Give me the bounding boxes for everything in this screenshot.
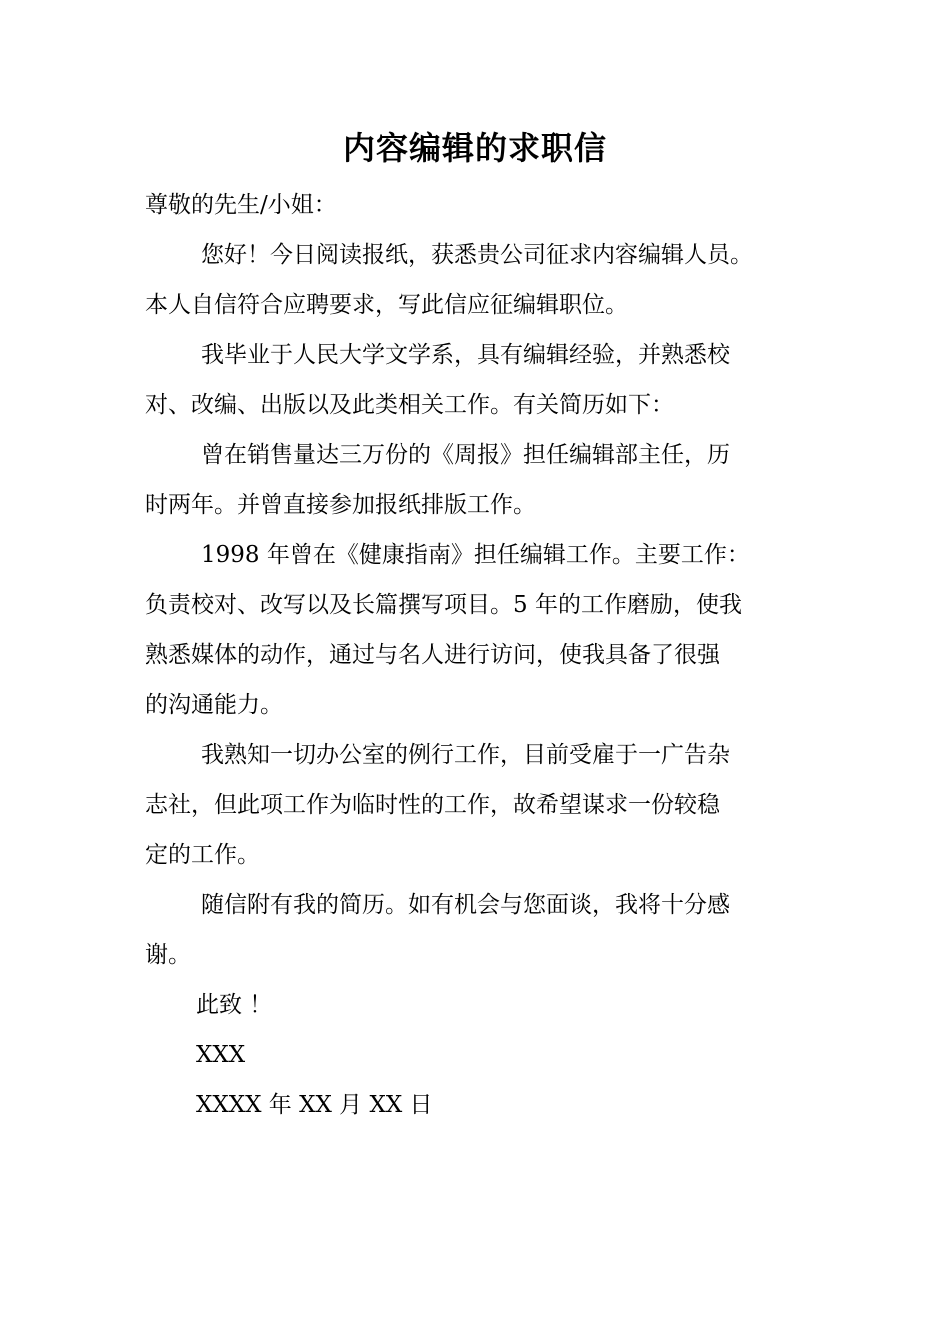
paragraph-line: 负责校对、改写以及长篇撰写项目。5 年的工作磨励，使我 — [145, 592, 742, 618]
paragraph-line: 的沟通能力。 — [145, 692, 283, 718]
paragraph-line: 曾在销售量达三万份的《周报》担任编辑部主任，历 — [201, 442, 730, 468]
paragraph-line: 对、改编、出版以及此类相关工作。有关简历如下： — [145, 392, 674, 418]
paragraph-line: 熟悉媒体的动作，通过与名人进行访问，使我具备了很强 — [145, 642, 720, 668]
paragraph-line: 定的工作。 — [145, 842, 260, 868]
closing-salutation: 此致 ！ — [196, 992, 273, 1018]
paragraph-line: 随信附有我的简历。如有机会与您面谈，我将十分感 — [201, 892, 730, 918]
paragraph-line: 我毕业于人民大学文学系，具有编辑经验，并熟悉校 — [201, 342, 730, 368]
paragraph-line: 谢。 — [145, 942, 191, 968]
paragraph-line: 本人自信符合应聘要求，写此信应征编辑职位。 — [145, 292, 628, 318]
page-title: 内容编辑的求职信 — [342, 129, 607, 167]
paragraph-line: 时两年。并曾直接参加报纸排版工作。 — [145, 492, 536, 518]
letter-body — [145, 180, 815, 1130]
paragraph-line: 1998 年曾在《健康指南》担任编辑工作。主要工作： — [201, 542, 750, 568]
paragraph-line: 您好！今日阅读报纸，获悉贵公司征求内容编辑人员。 — [201, 242, 753, 268]
letter-date: XXXX 年 XX 月 XX 日 — [196, 1092, 433, 1118]
greeting-line: 尊敬的先生/小姐： — [145, 192, 337, 218]
paragraph-line: 我熟知一切办公室的例行工作，目前受雇于一广告杂 — [201, 742, 730, 768]
signature: XXX — [196, 1042, 246, 1068]
paragraph-line: 志社，但此项工作为临时性的工作，故希望谋求一份较稳 — [145, 792, 720, 818]
